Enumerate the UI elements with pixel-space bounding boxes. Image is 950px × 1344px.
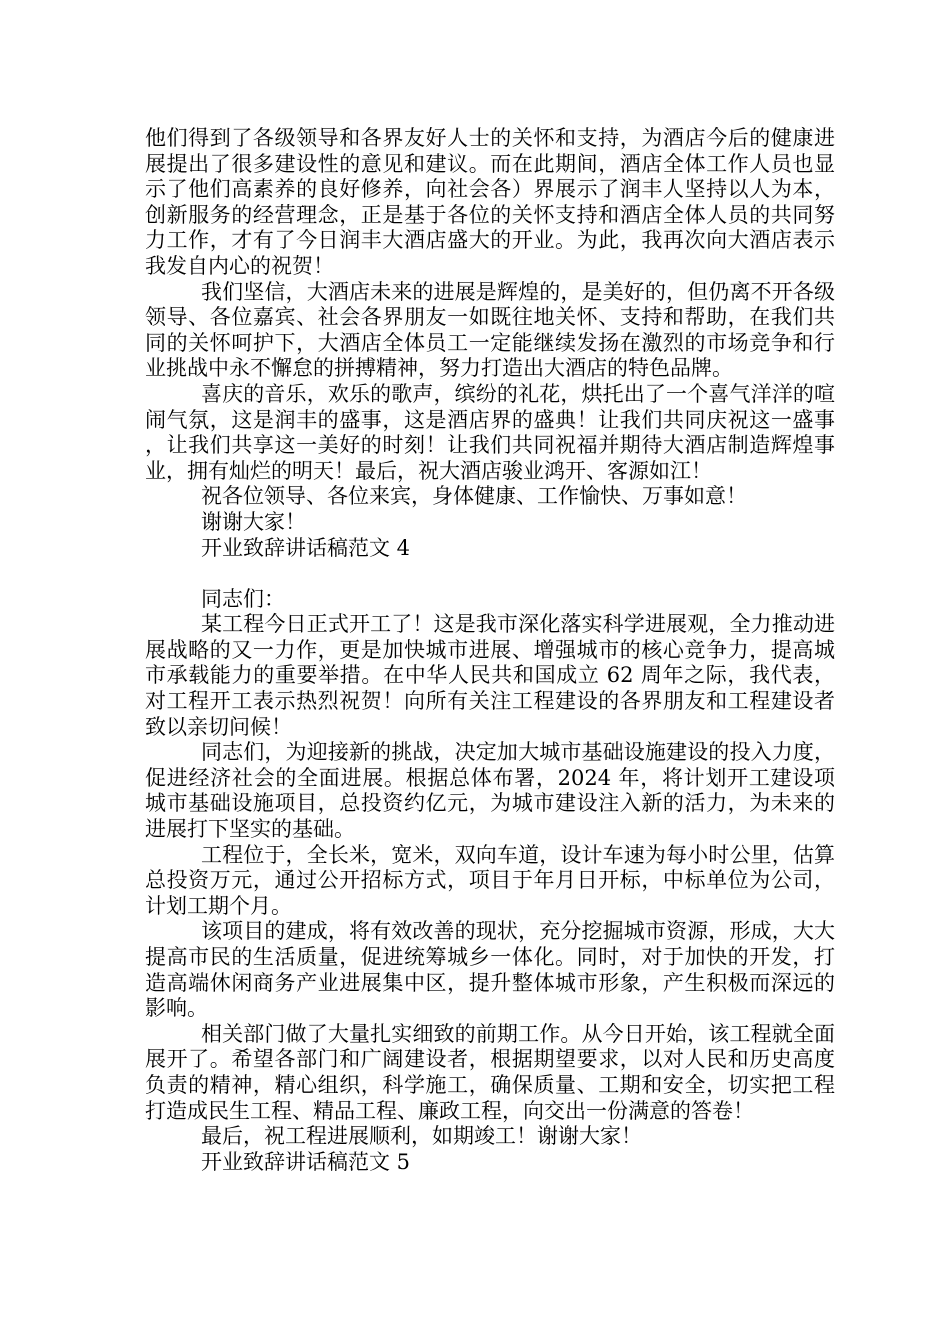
- paragraph-preparation: 相关部门做了大量扎实细致的前期工作。从今日开始，该工程就全面展开了。希望各部门和广阔建设者，根据期望要求，以对人民和历史高度负责的精神，精心组织，科学施工，确保质量、工期和安全，切实把工程打造成民生工程、精品工程、廉政工程，向交出一份满意的答卷！: [145, 1021, 835, 1123]
- blank-line: [145, 561, 835, 587]
- salutation: 同志们：: [201, 586, 285, 611]
- paragraph-infrastructure: 同志们，为迎接新的挑战，决定加大城市基础设施建设的投入力度，促进经济社会的全面进展。根据总体布署，2024 年，将计划开工建设项城市基础设施项目，总投资约亿元，为城市建设注入新的活力，为未来的进展打下坚实的基础。: [145, 740, 835, 842]
- paragraph-celebration: 喜庆的音乐，欢乐的歌声，缤纷的礼花，烘托出了一个喜气洋洋的喧闹气氛，这是润丰的盛事，这是酒店界的盛典！让我们共同庆祝这一盛事，让我们共享这一美好的时刻！让我们共同祝福并期待大酒店制造辉煌事业，拥有灿烂的明天！最后，祝大酒店骏业鸿开、客源如江！: [145, 381, 835, 483]
- paragraph-project-start: 某工程今日正式开工了！这是我市深化落实科学进展观，全力推动进展战略的又一力作，更是加快城市进展、增强城市的核心竞争力，提高城市承载能力的重要举措。在中华人民共和国成立 62 周年之际，我代表，对工程开工表示热烈祝贺！向所有关注工程建设的各界朋友和工程建设者致以亲切问候！: [145, 612, 835, 739]
- paragraph-hotel-support: 他们得到了各级领导和各界友好人士的关怀和支持，为酒店今后的健康进展提出了很多建设性的意见和建议。而在此期间，酒店全体工作人员也显示了他们高素养的良好修养，向社会各）界展示了润丰人坚持以人为本，创新服务的经营理念，正是基于各位的关怀支持和酒店全体人员的共同努力工作，才有了今日润丰大酒店盛大的开业。为此，我再次向大酒店表示我发自内心的祝贺！: [145, 126, 835, 278]
- paragraph-closing: 最后，祝工程进展顺利，如期竣工！谢谢大家！: [201, 1124, 642, 1149]
- paragraph-thanks: 谢谢大家！: [201, 509, 306, 534]
- section-heading-4: 开业致辞讲话稿范文 4: [201, 535, 411, 560]
- paragraph-project-impact: 该项目的建成，将有效改善的现状，充分挖掘城市资源，形成，大大提高市民的生活质量，促进统筹城乡一体化。同时，对于加快的开发，打造高端休闲商务产业进展集中区，提升整体城市形象，产生积极而深远的影响。: [145, 919, 835, 1021]
- document-page: [145, 126, 835, 1175]
- paragraph-wishes: 祝各位领导、各位来宾，身体健康、工作愉快、万事如意！: [201, 484, 747, 509]
- paragraph-hotel-future: 我们坚信，大酒店未来的进展是辉煌的，是美好的，但仍离不开各级领导、各位嘉宾、社会各界朋友一如既往地关怀、支持和帮助，在我们共同的关怀呵护下，大酒店全体员工一定能继续发扬在激烈的市场竞争和行业挑战中永不懈怠的拼搏精神，努力打造出大酒店的特色品牌。: [145, 279, 835, 381]
- paragraph-project-details: 工程位于，全长米，宽米，双向车道，设计车速为每小时公里，估算总投资万元，通过公开招标方式，项目于年月日开标，中标单位为公司，计划工期个月。: [145, 842, 835, 918]
- section-heading-5: 开业致辞讲话稿范文 5: [201, 1149, 411, 1174]
